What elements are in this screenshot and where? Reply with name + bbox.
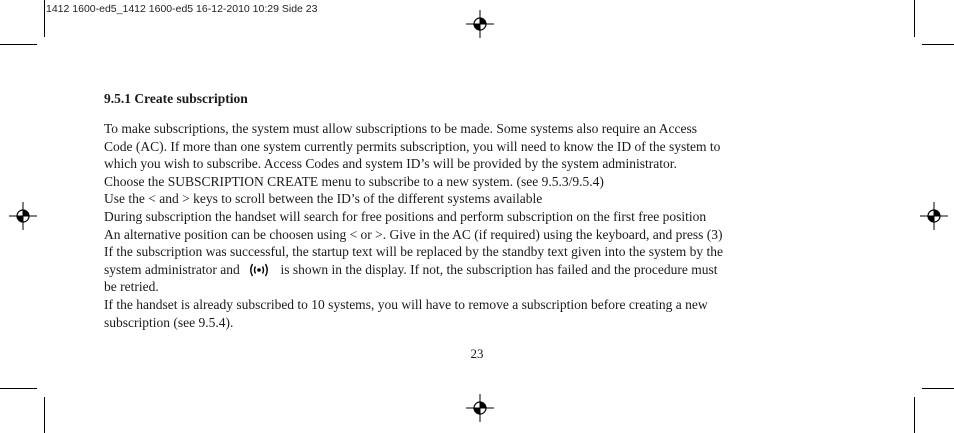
crop-mark-br-h bbox=[922, 388, 954, 389]
body-line: subscription (see 9.5.4). bbox=[104, 314, 234, 330]
body-line bbox=[104, 261, 864, 279]
crop-mark-tl-v bbox=[44, 0, 45, 37]
registration-mark-icon bbox=[466, 10, 494, 38]
crop-mark-br-v bbox=[914, 397, 915, 433]
crop-mark-bl-h bbox=[0, 388, 37, 389]
crop-mark-tl-h bbox=[0, 44, 37, 45]
body-text: system administrator and bbox=[104, 261, 240, 277]
body-text: is shown in the display. If not, the subscription has failed and the procedure must bbox=[280, 261, 718, 277]
body-line: To make subscriptions, the system must allow subscriptions to be made. Some systems also require an Access bbox=[104, 121, 697, 136]
body-line: An alternative position can be choosen using < or >. Give in the AC (if required) using the keyboard, and press (3) bbox=[104, 226, 723, 242]
crop-mark-tr-v bbox=[914, 0, 915, 37]
crop-mark-bl-v bbox=[44, 397, 45, 433]
page-number: 23 bbox=[470, 346, 484, 361]
signal-antenna-icon bbox=[247, 262, 271, 278]
crop-mark-tr-h bbox=[922, 44, 954, 45]
body-line: be retried. bbox=[104, 279, 159, 295]
body-line: During subscription the handset will search for free positions and perform subscription on the first free position bbox=[104, 208, 707, 224]
section-content bbox=[104, 90, 864, 331]
registration-mark-icon bbox=[920, 202, 948, 230]
registration-mark-icon bbox=[9, 202, 37, 230]
body-line: If the subscription was successful, the startup text will be replaced by the standby text given into the system by the bbox=[104, 244, 723, 260]
body-line: Code (AC). If more than one system currently permits subscription, you will need to know the ID of the system to bbox=[104, 138, 721, 154]
registration-mark-icon bbox=[466, 394, 494, 422]
print-slug: 1412 1600-ed5_1412 1600-ed5 16-12-2010 10:29 Side 23 bbox=[46, 3, 318, 15]
section-heading: 9.5.1 Create subscription bbox=[104, 91, 248, 106]
body-line: Use the < and > keys to scroll between the ID’s of the different systems available bbox=[104, 191, 543, 207]
body-line: Choose the SUBSCRIPTION CREATE menu to subscribe to a new system. (see 9.5.3/9.5.4) bbox=[104, 173, 604, 189]
body-line: If the handset is already subscribed to 10 systems, you will have to remove a subscription before creating a new bbox=[104, 296, 708, 312]
body-line: which you wish to subscribe. Access Codes and system ID’s will be provided by the system administrator. bbox=[104, 156, 677, 172]
